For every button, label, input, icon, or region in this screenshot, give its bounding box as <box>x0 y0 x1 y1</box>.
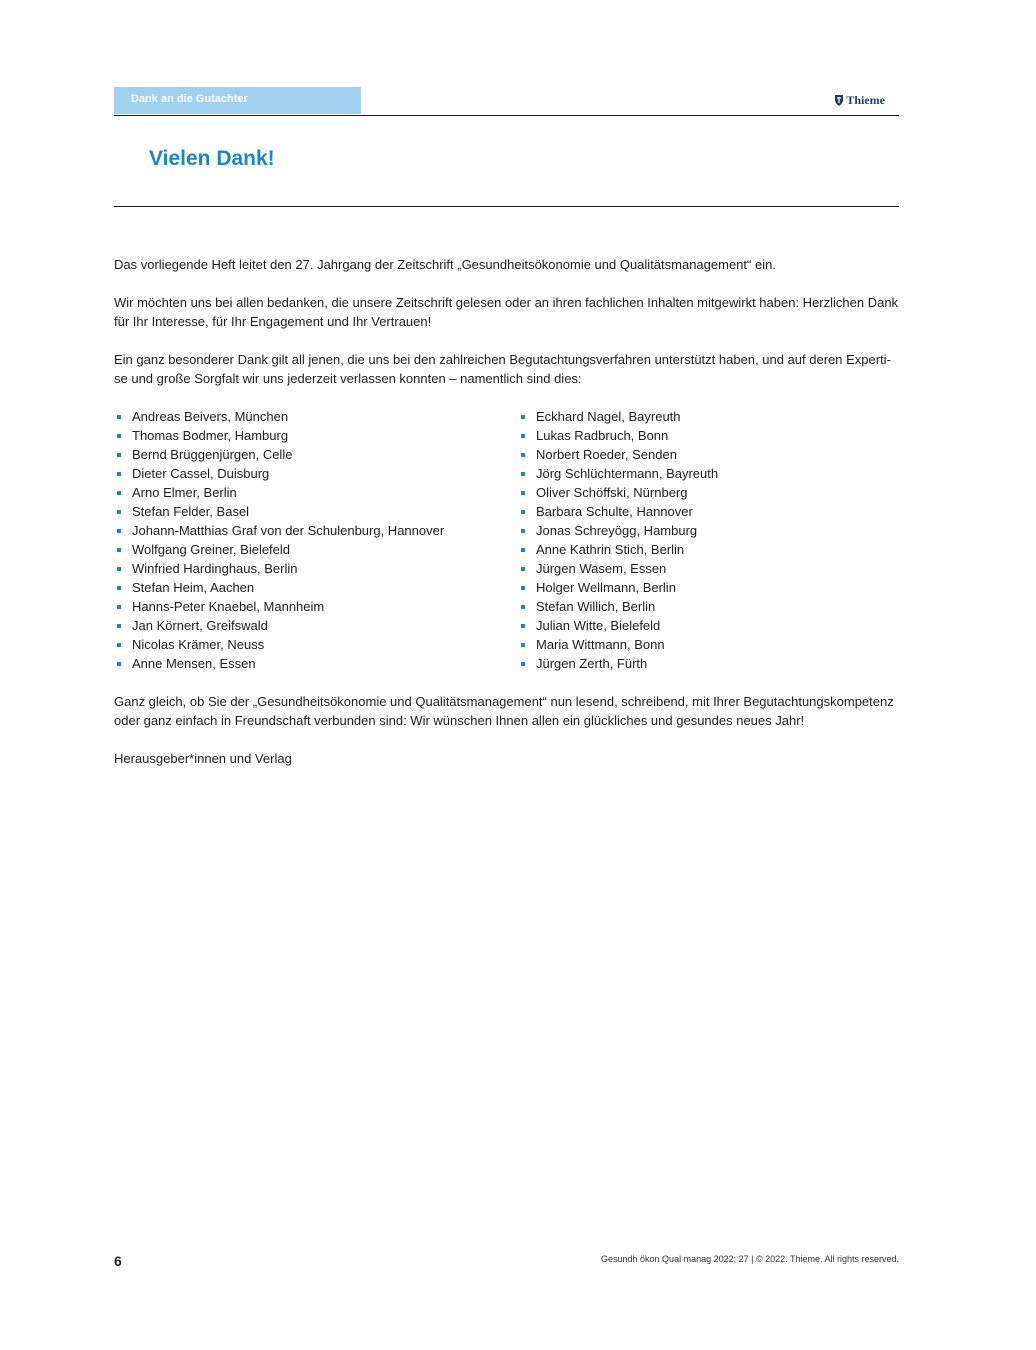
title-divider <box>114 206 899 207</box>
reviewer-name: Anne Kathrin Stich, Berlin <box>536 542 685 557</box>
reviewer-list-item <box>518 559 898 578</box>
reviewer-list-item <box>518 521 898 540</box>
reviewer-name: Winfried Hardinghaus, Berlin <box>132 561 298 576</box>
intro-paragraph: Das vorliegende Heft leitet den 27. Jahrgang der Zeitschrift „Gesundheitsökonomie und Qualitätsmanagement“ ein. <box>114 257 776 272</box>
reviewer-list-item <box>114 597 514 616</box>
reviewer-list-item <box>518 597 898 616</box>
reviewer-name: Andreas Beivers, München <box>132 409 289 424</box>
reviewers-intro-paragraph: Ein ganz besonderer Dank gilt all jenen, die uns bei den zahlreichen Begutachtungsverfahren unterstützt haben, und auf deren Expertise und große Sorgfalt wir uns jederzeit verlassen konnten – namentlich sind dies: <box>114 352 891 386</box>
reviewer-name: Julian Witte, Bielefeld <box>536 618 661 633</box>
reviewer-list-item <box>114 521 514 540</box>
section-label: Dank an die Gutachter <box>114 87 361 114</box>
bullet-icon <box>521 415 525 419</box>
bullet-icon <box>521 548 525 552</box>
reviewer-list-item <box>114 559 514 578</box>
reviewer-list-item <box>518 540 898 559</box>
reviewer-list-item <box>114 540 514 559</box>
bullet-icon <box>521 529 525 533</box>
bullet-icon <box>521 605 525 609</box>
bullet-icon <box>117 624 121 628</box>
reviewer-list-item <box>114 407 514 426</box>
reviewer-list-item <box>518 578 898 597</box>
reviewer-name: Stefan Willich, Berlin <box>536 599 656 614</box>
reviewer-list-item <box>114 502 514 521</box>
reviewer-name: Johann-Matthias Graf von der Schulenburg, Hannover <box>132 523 445 538</box>
reviewer-list-item <box>518 502 898 521</box>
reviewer-name: Arno Elmer, Berlin <box>132 485 237 500</box>
reviewer-name: Oliver Schöffski, Nürnberg <box>536 485 688 500</box>
bullet-icon <box>521 453 525 457</box>
reviewer-name: Stefan Heim, Aachen <box>132 580 255 595</box>
reviewer-list-item <box>114 578 514 597</box>
bullet-icon <box>521 472 525 476</box>
closing-paragraph: Ganz gleich, ob Sie der „Gesundheitsökonomie und Qualitätsmanagement“ nun lesend, schreibend, mit Ihrer Begutachtungskompetenz oder ganz einfach in Freundschaft verbunden sind: Wir wünschen Ihnen allen ein glückliches und gesundes neues Jahr! <box>114 694 894 728</box>
reviewer-list-item <box>518 445 898 464</box>
reviewer-list-item <box>114 635 514 654</box>
reviewer-list-item <box>518 407 898 426</box>
signature: Herausgeber*innen und Verlag <box>114 751 292 766</box>
bullet-icon <box>117 586 121 590</box>
bullet-icon <box>117 415 121 419</box>
bullet-icon <box>521 510 525 514</box>
reviewer-name: Jürgen Wasem, Essen <box>536 561 667 576</box>
reviewer-list-item <box>518 464 898 483</box>
reviewer-list-item <box>114 426 514 445</box>
publisher-logo <box>834 93 885 108</box>
bullet-icon <box>117 529 121 533</box>
reviewer-list-item <box>518 483 898 502</box>
reviewer-list-item <box>114 616 514 635</box>
bullet-icon <box>521 434 525 438</box>
reviewer-name: Nicolas Krämer, Neuss <box>132 637 265 652</box>
publisher-name: Thieme <box>846 93 885 107</box>
document-page <box>114 0 899 1350</box>
reviewer-list-item <box>114 464 514 483</box>
page-number: 6 <box>114 1253 122 1269</box>
thanks-paragraph: Wir möchten uns bei allen bedanken, die unsere Zeitschrift gelesen oder an ihren fachlichen Inhalten mitgewirkt haben: Herzlichen Dank für Ihr Interesse, für Ihr Engagement und Ihr Vertrauen! <box>114 295 899 329</box>
thieme-shield-icon <box>834 94 844 107</box>
bullet-icon <box>521 491 525 495</box>
reviewer-name: Stefan Felder, Basel <box>132 504 250 519</box>
reviewer-name: Lukas Radbruch, Bonn <box>536 428 669 443</box>
bullet-icon <box>117 567 121 571</box>
reviewer-name: Jan Körnert, Greifswald <box>132 618 268 633</box>
bullet-icon <box>521 567 525 571</box>
reviewer-name: Norbert Roeder, Senden <box>536 447 677 462</box>
bullet-icon <box>521 643 525 647</box>
reviewer-name: Anne Mensen, Essen <box>132 656 256 671</box>
reviewer-name: Jörg Schlüchtermann, Bayreuth <box>536 466 719 481</box>
bullet-icon <box>117 491 121 495</box>
bullet-icon <box>521 662 525 666</box>
reviewer-name: Jonas Schreyögg, Hamburg <box>536 523 698 538</box>
bullet-icon <box>117 434 121 438</box>
reviewer-name: Holger Wellmann, Berlin <box>536 580 676 595</box>
reviewer-list-item <box>114 483 514 502</box>
bullet-icon <box>117 548 121 552</box>
reviewer-list-item <box>518 616 898 635</box>
reviewer-name: Jürgen Zerth, Fürth <box>536 656 648 671</box>
reviewer-list-item <box>114 445 514 464</box>
reviewer-list-item <box>518 635 898 654</box>
bullet-icon <box>117 453 121 457</box>
page-title: Vielen Dank! <box>149 147 275 170</box>
reviewer-name: Wolfgang Greiner, Bielefeld <box>132 542 291 557</box>
reviewer-list-left <box>114 407 514 673</box>
bullet-icon <box>521 586 525 590</box>
reviewer-name: Dieter Cassel, Duisburg <box>132 466 270 481</box>
bullet-icon <box>117 662 121 666</box>
reviewer-list-right <box>518 407 898 673</box>
bullet-icon <box>521 624 525 628</box>
bullet-icon <box>117 605 121 609</box>
page-header <box>114 87 899 116</box>
reviewer-name: Bernd Brüggenjürgen, Celle <box>132 447 293 462</box>
reviewer-name: Eckhard Nagel, Bayreuth <box>536 409 681 424</box>
reviewer-name: Maria Wittmann, Bonn <box>536 637 665 652</box>
reviewer-list-item <box>114 654 514 673</box>
reviewer-name: Hanns-Peter Knaebel, Mannheim <box>132 599 325 614</box>
reviewer-list-item <box>518 426 898 445</box>
citation: Gesundh ökon Qual manag 2022; 27 | © 2022. Thieme. All rights reserved. <box>601 1254 899 1264</box>
bullet-icon <box>117 510 121 514</box>
bullet-icon <box>117 472 121 476</box>
reviewer-name: Barbara Schulte, Hannover <box>536 504 693 519</box>
reviewer-list-item <box>518 654 898 673</box>
reviewer-name: Thomas Bodmer, Hamburg <box>132 428 289 443</box>
bullet-icon <box>117 643 121 647</box>
